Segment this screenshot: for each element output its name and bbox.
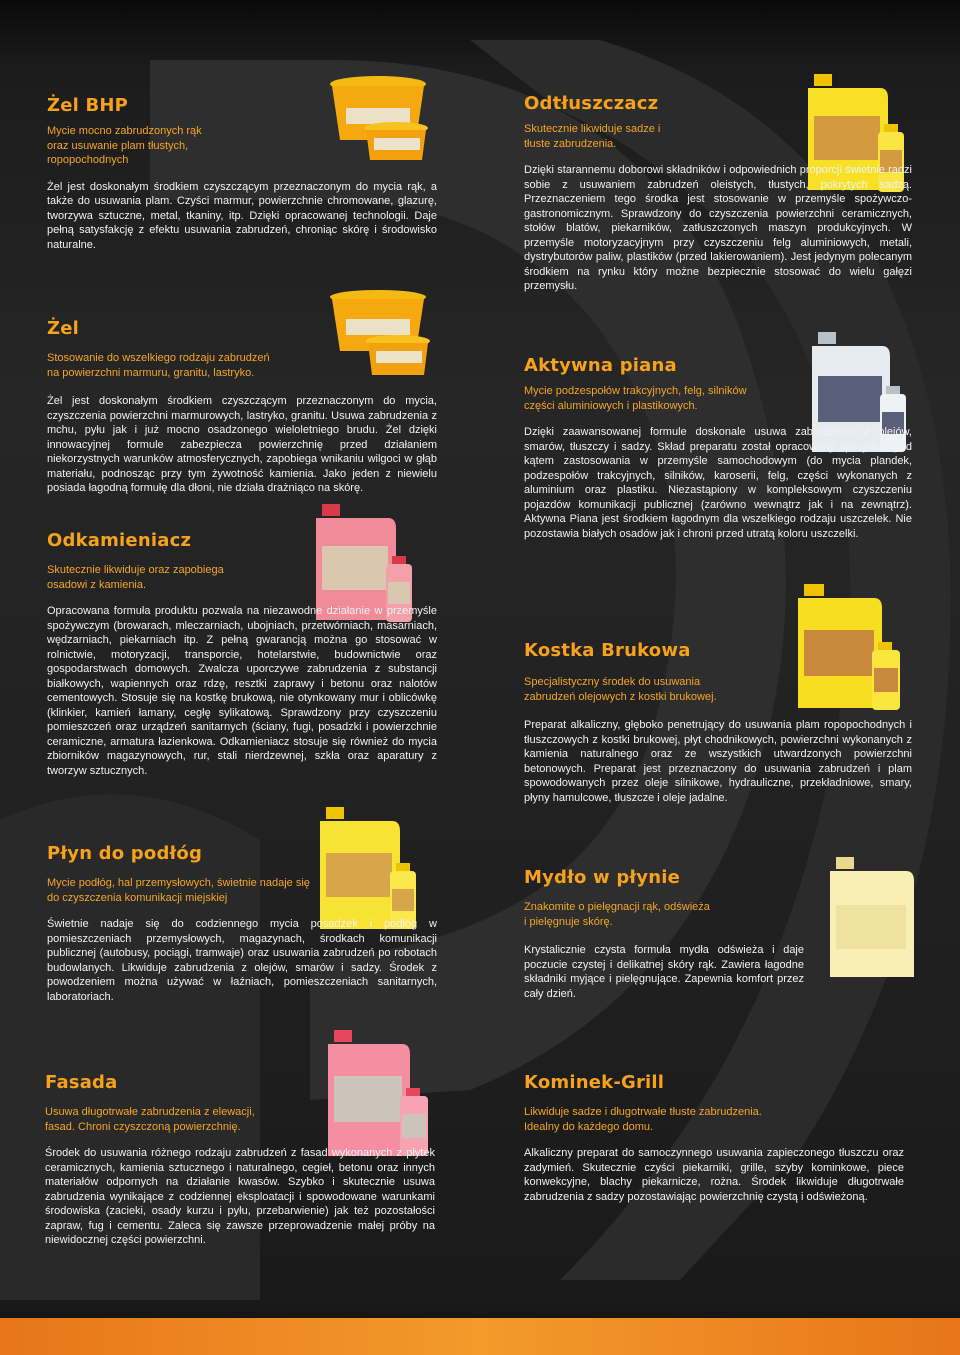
section-fireplace-grill (524, 1072, 904, 1204)
liquid-soap-canister-image (826, 855, 918, 983)
section-subtitle: Specjalistyczny środek do usuwania zabrudzeń olejowych z kostki brukowej. (524, 676, 717, 703)
section-title: Żel (47, 318, 80, 339)
section-subtitle: Skutecznie likwiduje oraz zapobiega osadowi z kamienia. (47, 564, 224, 591)
section-title: Płyn do podłóg (47, 843, 203, 864)
section-subtitle: Skutecznie likwiduje sadze i tłuste zabrudzenia. (524, 123, 661, 150)
section-title: Aktywna piana (524, 355, 677, 376)
section-title: Fasada (45, 1072, 118, 1093)
section-title: Kominek-Grill (524, 1072, 665, 1093)
section-body: Dzięki starannemu doborowi składników i odpowiednich proporcji świetnie radzi sobie z usuwaniem zabrudzeń oleistych, tłustych, pokrytych sadzą. Przeznaczeniem tego środka jest stosowanie w przemyśle spożywczo-gastronomicznym. Sprawdzony do czyszczenia powierzchni ceramicznych, stołów blatów, piekarników, zatłuszczonych maszyn produkcyjnych. W przemyśle motoryzacyjnym przy czyszczeniu felg aluminiowych, metali, dystrybutorów paliw, plastików (przed lakierowaniem). Jest jedynym polecanym środkiem na rynku który możne bezpiecznie stosować do wielu gałęzi przemysłu. (524, 164, 912, 292)
section-body: Świetnie nadaje się do codziennego mycia posadzek i podłóg w pomieszczeniach przemysłowych, magazynach, środkach komunikacji publicznej (autobusy, pociągi, tramwaje) oraz usuwania zabrudzeń po robotach budowlanych. Likwiduje zabrudzenia z olejów, smarów i sadzy. Środek z powodzeniem można używać w łaźniach, pomieszczeniach sanitarnych, laboratoriach. (47, 918, 437, 1003)
section-subtitle: Likwiduje sadze i długotrwałe tłuste zabrudzenia. Idealny do każdego domu. (524, 1106, 762, 1133)
section-title: Odkamieniacz (47, 530, 192, 551)
section-descaler (47, 530, 437, 778)
section-subtitle: Mycie mocno zabrudzonych rąk oraz usuwanie plam tłustych, ropopochodnych (47, 125, 202, 166)
section-body: Alkaliczny preparat do samoczynnego usuwania zapieczonego tłuszczu oraz zadymień. Skutecznie czyści piekarniki, grille, szyby kominkowe, piece konwekcyjne, blachy piekarnicze, rożna. Środek likwiduje długotrwałe zabrudzenia z sadzy pozostawiając powierzchnię czystą i odświeżoną. (524, 1147, 904, 1203)
bottom-accent-bar (0, 1318, 960, 1355)
section-body: Preparat alkaliczny, głęboko penetrujący do usuwania plam ropopochodnych i tłuszczowych z kostki brukowej, płyt chodnikowych, powierzchni wykonanych z kamienia naturalnego oraz ze wszystkich utwardzonych powierzchni betonowych. Preparat jest przeznaczony do usuwania zabrudzeń i plam spowodowanych przez oleje silnikowe, hydrauliczne, przekładniowe, smary, płyny hamulcowe, tłuszcze i oleje jadalne. (524, 719, 912, 804)
section-degreaser (524, 93, 912, 294)
section-body: Dzięki zaawansowanej formule doskonale usuwa zabrudzenia z olejów, smarów, tłuszczy i sadzy. Skład preparatu został opracowany specjalnie pod kątem zastosowania w przemyśle samochodowym (do mycia plandek, podzespołów trakcyjnych, silników, karoserii, felg, części wykonanych z aluminium oraz plastiku. Niezastąpiony w kompleksowym czyszczeniu pojazdów komunikacji publicznej (zarówno wewnątrz jak i na zewnątrz). Aktywna Piana jest środkiem łagodnym dla wszelkiego rodzaju uszczelek. Nie pozostawia białych osadów jak i chroni przed utratą koloru uszczelki. (524, 426, 912, 540)
section-subtitle: Mycie podłóg, hal przemysłowych, świetnie nadaje się do czyszczenia komunikacji miejskiej (47, 877, 310, 904)
section-subtitle: Stosowanie do wszelkiego rodzaju zabrudzeń na powierzchni marmuru, granitu, lastryko. (47, 352, 270, 379)
section-subtitle: Usuwa długotrwałe zabrudzenia z elewacji, fasad. Chroni czyszczoną powierzchnię. (45, 1106, 255, 1133)
section-facade (45, 1072, 435, 1248)
section-active-foam (524, 355, 912, 541)
section-liquid-soap (524, 867, 804, 1001)
section-subtitle: Znakomite o pielęgnacji rąk, odświeża i pielęgnuje skórę. (524, 901, 710, 928)
section-gel-bhp (47, 95, 437, 252)
section-floor-liquid (47, 843, 437, 1004)
section-title: Mydło w płynie (524, 867, 681, 888)
section-subtitle: Mycie podzespołów trakcyjnych, felg, silników części aluminiowych i plastikowych. (524, 385, 747, 412)
section-body: Opracowana formuła produktu pozwala na niezawodne działanie w przemyśle spożywczym (browarach, mleczarniach, ubojniach, przetwórniach, masarniach, wędzarniach, piekarniach itp. Z pełną gwarancją można go stosować w rolnictwie, motoryzacji, transporcie, hotelarstwie, budownictwie oraz gospodarstwach domowych. Zwalcza uporczywe zabrudzenia z substancji białkowych, wapiennych oraz rdzę, resztki zaprawy i betonu oraz nalotów cementowych. Stosuje się na kostkę brukową, nie otynkowany mur i oblicówkę (klinkier, kamień łamany, cegłę sylikatową. Sprawdzony przy czyszczeniu pomieszczeń oraz urządzeń sanitarnych (ściany, fugi, posadzki i powierzchnie ceramiczne, armatura łazienkowa. Odkamieniacz stosuje się również do mycia zbiorników magazynowych, rur, stali nierdzewnej, szkła oraz aparatury z tworzyw sztucznych. (47, 605, 437, 777)
section-body: Żel jest doskonałym środkiem czyszczącym przeznaczonym do mycia rąk, a także do usuwania plam. Czyści marmur, powierzchnie chromowane, glazurę, tworzywa sztuczne, metal, tkaniny, itp. Dzięki opracowanej technologii. Daje pełną satysfakcję z efektu usuwania zabrudzeń, chroniąc skórę i środowisko naturalne. (47, 180, 437, 251)
section-body: Środek do usuwania różnego rodzaju zabrudzeń z fasad wykonanych z płytek ceramicznych, kamienia sztucznego i naturalnego, cegieł, betonu oraz innych materiałów odpornych na działanie kwasów. Szybko i skutecznie usuwa zabrudzenia wynikające z codziennej eksploatacji i spowodowane warunkami środowiska (zacieki, osady kurzu i pyłu, przebarwienie) jak też pozostałości zapraw, fug i cementu. Zaleca się zawsze przeprowadzenie małej próby na niewidocznej części powierzchni. (45, 1147, 435, 1246)
section-paving (524, 640, 912, 805)
section-body: Żel jest doskonałym środkiem czyszczącym przeznaczonym do mycia, czyszczenia powierzchni marmurowych, lastryko, granitu. Usuwa zabrudzenia z mchu, pyłu jak i już mocno osadzonego wieloletniego brudu. Żel dzięki innowacyjnej formule zabezpiecza powierzchnię przed działaniem niekorzystnych warunków atmosferycznych, zapobiega wnikaniu wilgoci w głąb materiału, podnosząc przy tym żywotność kamienia. Jako jeden z niewielu posiada łagodną formułę dla dłoni, nie działa drażniąco na skórę. (47, 395, 437, 494)
section-title: Odtłuszczacz (524, 93, 659, 114)
section-gel (47, 318, 437, 496)
section-title: Kostka Brukowa (524, 640, 691, 661)
section-body: Krystalicznie czysta formuła mydła odświeża i daje poczucie czystej i delikatnej skóry rąk. Zawiera łagodne składniki myjące i pielęgnujące. Zapewnia komfort przez cały dzień. (524, 944, 804, 1000)
section-title: Żel BHP (47, 95, 129, 116)
